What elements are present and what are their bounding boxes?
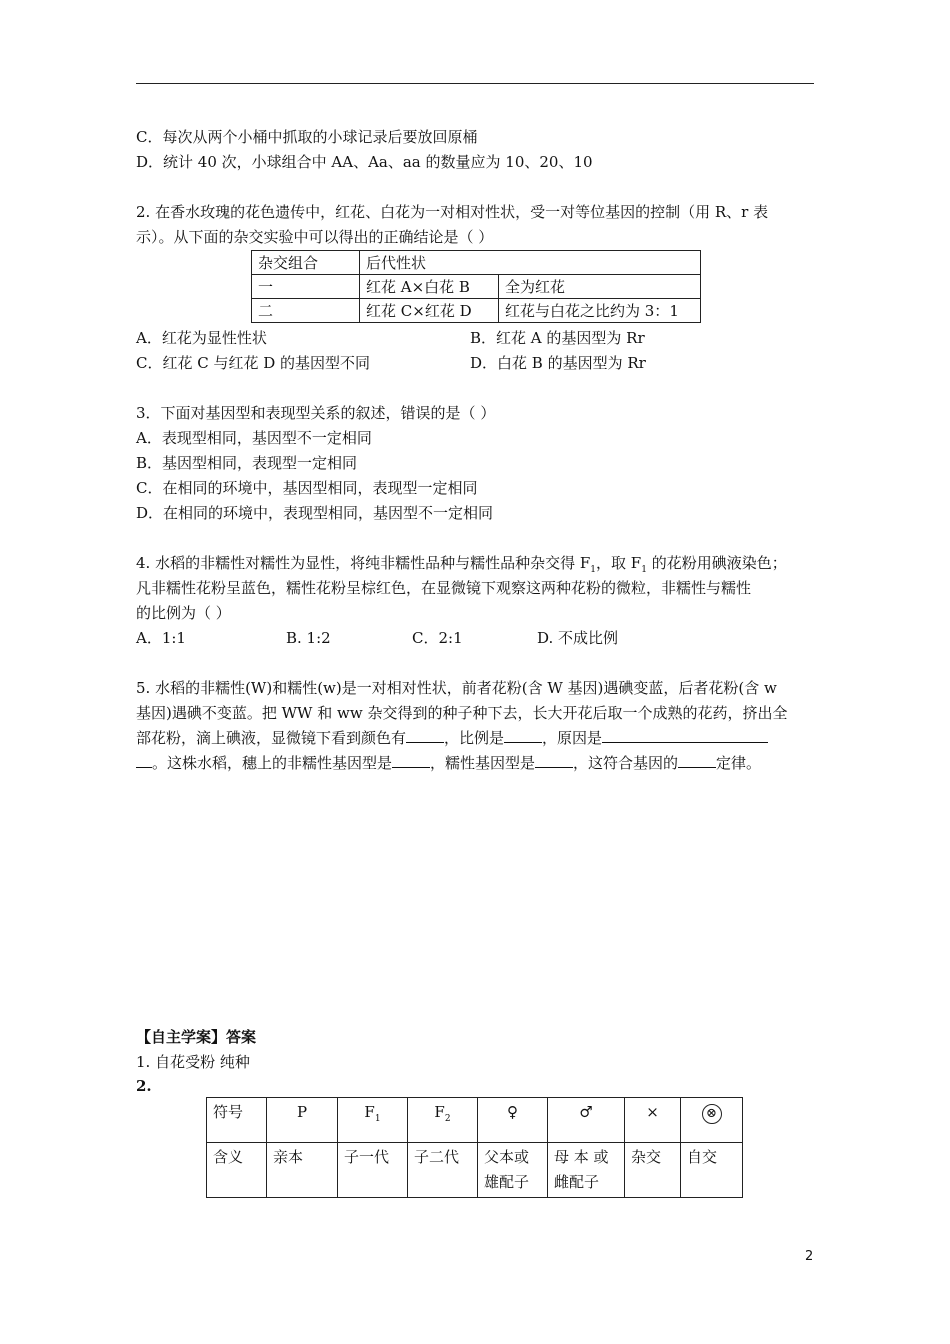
- answer-blank: [136, 753, 152, 768]
- male-symbol-cell: ♂: [548, 1098, 625, 1143]
- symbol-cell: 符号: [207, 1098, 267, 1143]
- q2-table-cell: 全为红花: [499, 275, 701, 299]
- q5-stem-line3: 部花粉，滴上碘液，显微镜下看到颜色有 ，比例是 ，原因是: [136, 727, 768, 749]
- answer-blank: [535, 753, 573, 768]
- q4-stem-line1: 4. 水稻的非糯性对糯性为显性，将纯非糯性品种与糯性品种杂交得 $F_1$，取 $F_1$ 的花粉用碘液染色；: [136, 554, 787, 575]
- q2-table-header-cross: 杂交组合: [252, 251, 360, 275]
- q4-stem-line3: 的比例为（ ）: [136, 604, 231, 622]
- answer-2-label: 2.: [136, 1077, 152, 1095]
- answer-blank: [678, 753, 716, 768]
- answer-blank: [602, 728, 768, 743]
- q3-option-c: C．在相同的环境中，基因型相同，表现型一定相同: [136, 479, 478, 497]
- female-symbol-cell: ♀: [478, 1098, 548, 1143]
- meaning-cell: 自交: [681, 1143, 743, 1198]
- q3-stem: 3．下面对基因型和表现型关系的叙述，错误的是（ ）: [136, 404, 496, 422]
- q2-stem-line2: 示）。从下面的杂交实验中可以得出的正确结论是（ ）: [136, 228, 494, 246]
- meaning-cell: 杂交: [625, 1143, 681, 1198]
- q1-option-d: D．统计 40 次，小球组合中 AA、Aa、aa 的数量应为 10、20、10: [136, 153, 593, 171]
- answer-blank: [504, 728, 542, 743]
- meaning-cell: 含义: [207, 1143, 267, 1198]
- q4-option-a: A．1:1: [136, 629, 186, 647]
- symbol-cell: $F_2$: [408, 1098, 478, 1143]
- q2-table-cell: 红花 A×白花 B: [360, 275, 499, 299]
- meaning-cell: 子一代: [338, 1143, 408, 1198]
- q4-stem-line2: 凡非糯性花粉呈蓝色，糯性花粉呈棕红色，在显微镜下观察这两种花粉的微粒，非糯性与糯性: [136, 579, 752, 597]
- answers-heading: 【自主学案】答案: [136, 1028, 257, 1046]
- q2-table-cell: 二: [252, 299, 360, 323]
- q4-option-d: D. 不成比例: [537, 629, 619, 647]
- answer-blank: [406, 728, 444, 743]
- q3-option-b: B．基因型相同，表现型一定相同: [136, 454, 358, 472]
- meaning-cell: 母 本 或 雌配子: [548, 1143, 625, 1198]
- q3-option-a: A．表现型相同，基因型不一定相同: [136, 429, 372, 447]
- circled-x-icon: ⊗: [702, 1104, 722, 1124]
- q2-table-cell: 红花 C×红花 D: [360, 299, 499, 323]
- symbol-cell: P: [267, 1098, 338, 1143]
- symbol-meaning-table: [206, 1097, 743, 1198]
- q2-table-cell: 一: [252, 275, 360, 299]
- q2-option-c: C．红花 C 与红花 D 的基因型不同: [136, 354, 371, 372]
- q3-option-d: D．在相同的环境中，表现型相同，基因型不一定相同: [136, 504, 494, 522]
- q2-option-d: D．白花 B 的基因型为 Rr: [470, 354, 646, 372]
- q2-table-header-offspring: 后代性状: [360, 251, 701, 275]
- q2-option-b: B．红花 A 的基因型为 Rr: [470, 329, 645, 347]
- q2-option-a: A．红花为显性性状: [136, 329, 267, 347]
- meaning-cell: 亲本: [267, 1143, 338, 1198]
- header-rule: [136, 83, 814, 84]
- q4-option-b: B. 1:2: [286, 629, 331, 647]
- answer-blank: [392, 753, 430, 768]
- meaning-cell: 子二代: [408, 1143, 478, 1198]
- q2-cross-table: [251, 250, 701, 323]
- q2-stem-line1: 2. 在香水玫瑰的花色遗传中，红花、白花为一对相对性状，受一对等位基因的控制（用 R、r 表: [136, 203, 769, 221]
- q5-stem-line4: 。这株水稻，穗上的非糯性基因型是 ，糯性基因型是 ，这符合基因的 定律。: [136, 752, 761, 774]
- page-number: 2: [805, 1249, 814, 1264]
- q4-option-c: C．2:1: [412, 629, 463, 647]
- self-cross-symbol-cell: [681, 1098, 743, 1143]
- q5-stem-line2: 基因)遇碘不变蓝。把 WW 和 ww 杂交得到的种子种下去，长大开花后取一个成熟的花药，挤出全: [136, 704, 788, 722]
- answer-1: 1. 自花受粉 纯种: [136, 1053, 250, 1071]
- q2-table-cell: 红花与白花之比约为 3：1: [499, 299, 701, 323]
- meaning-cell: 父本或雄配子: [478, 1143, 548, 1198]
- symbol-cell: $F_1$: [338, 1098, 408, 1143]
- q1-option-c: C．每次从两个小桶中抓取的小球记录后要放回原桶: [136, 128, 478, 146]
- cross-symbol-cell: ×: [625, 1098, 681, 1143]
- q5-stem-line1: 5. 水稻的非糯性(W)和糯性(w)是一对相对性状，前者花粉(含 W 基因)遇碘变蓝，后者花粉(含 w: [136, 679, 777, 697]
